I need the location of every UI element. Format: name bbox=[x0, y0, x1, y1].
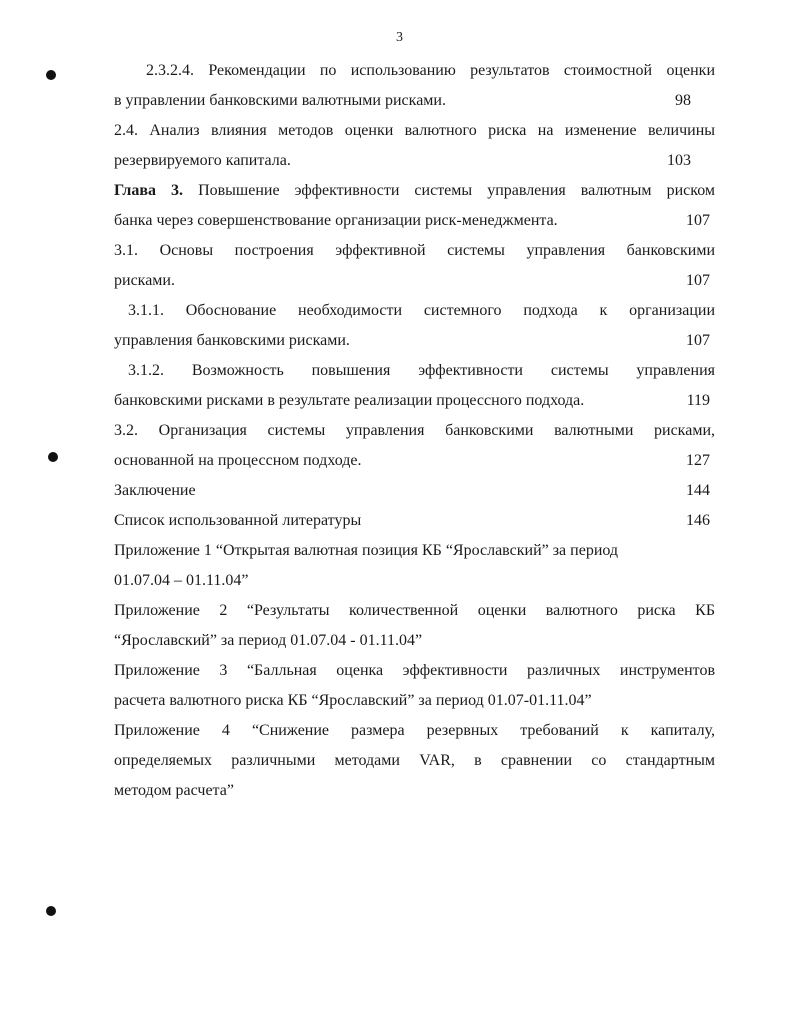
toc-entry-title: 3.1.1. Обоснование необходимости системного подхода к организации bbox=[128, 302, 715, 319]
toc-page-ref: 127 bbox=[686, 452, 710, 469]
toc-entry-title-cont bbox=[114, 266, 715, 296]
toc-appendix-title-cont: “Ярославский” за период 01.07.04 - 01.11.04” bbox=[114, 632, 423, 649]
toc-appendix-2 bbox=[114, 596, 715, 656]
toc-entry-title-cont-text: резервируемого капитала. bbox=[114, 152, 291, 169]
toc-entry-title-text: Список использованной литературы bbox=[114, 512, 362, 529]
toc-appendix-title: Приложение 1 “Открытая валютная позиция КБ “Ярославский” за период bbox=[114, 542, 619, 559]
page-number: 3 bbox=[396, 30, 403, 45]
toc-entry-2-4 bbox=[114, 116, 715, 176]
toc-entry-3-1-1 bbox=[114, 296, 715, 356]
toc-entry-title bbox=[114, 176, 715, 206]
toc-appendix-3 bbox=[114, 656, 715, 716]
toc-entry-title-cont-text: банка через совершенствование организации риск-менеджмента. bbox=[114, 212, 558, 229]
toc-entry-title: 3.2. Организация системы управления банковскими валютными рисками, bbox=[114, 422, 715, 439]
toc-appendix-title: Приложение 4 “Снижение размера резервных требований к капиталу, bbox=[114, 722, 715, 739]
toc-entry-title bbox=[114, 506, 715, 536]
toc-entry-chapter-3 bbox=[114, 176, 715, 236]
toc-appendix-title-cont: определяемых различными методами VAR, в сравнении со стандартным bbox=[114, 752, 715, 769]
toc-entry-title: 3.1. Основы построения эффективной системы управления банковскими bbox=[114, 242, 715, 259]
toc-entry-3-1-2 bbox=[114, 356, 715, 416]
toc-entry-title-cont-text: управления банковскими рисками. bbox=[114, 332, 350, 349]
binder-hole-top bbox=[46, 70, 56, 80]
toc-appendix-1 bbox=[114, 536, 715, 596]
toc-appendix-title: Приложение 2 “Результаты количественной оценки валютного риска КБ bbox=[114, 602, 715, 619]
toc-entry-title bbox=[114, 476, 715, 506]
toc-page-ref: 144 bbox=[686, 482, 710, 499]
toc-page-ref: 107 bbox=[686, 212, 710, 229]
toc-entry-title-cont bbox=[114, 326, 715, 356]
toc-entry-title-cont bbox=[114, 206, 715, 236]
toc-entry-title-cont-text: в управлении банковскими валютными рисками. bbox=[114, 92, 446, 109]
toc-appendix-title-end: методом расчета” bbox=[114, 782, 234, 799]
toc-entry-bibliography bbox=[114, 506, 715, 536]
toc-entry-3-2 bbox=[114, 416, 715, 476]
binder-hole-bottom bbox=[46, 906, 56, 916]
toc-entry-title: 2.3.2.4. Рекомендации по использованию результатов стоимостной оценки bbox=[146, 62, 715, 79]
toc-page-ref: 98 bbox=[675, 92, 691, 109]
toc-page-ref: 107 bbox=[686, 332, 710, 349]
chapter-title: Повышение эффективности системы управления валютным риском bbox=[198, 182, 715, 199]
toc-entry-title-cont bbox=[114, 386, 715, 416]
toc-page-ref: 107 bbox=[686, 272, 710, 289]
toc-appendix-title-cont: расчета валютного риска КБ “Ярославский” за период 01.07-01.11.04” bbox=[114, 692, 592, 709]
toc-page-ref: 119 bbox=[686, 392, 710, 409]
toc-entry-title-text: Заключение bbox=[114, 482, 196, 499]
toc-page-ref: 146 bbox=[686, 512, 710, 529]
toc-entry-title-cont-text: рисками. bbox=[114, 272, 175, 289]
chapter-label: Глава 3. bbox=[114, 182, 184, 199]
toc-entry-title-cont bbox=[114, 86, 715, 116]
toc-entry-3-1 bbox=[114, 236, 715, 296]
toc-appendix-4 bbox=[114, 716, 715, 806]
toc-appendix-title-cont: 01.07.04 – 01.11.04” bbox=[114, 572, 249, 589]
toc-page-ref: 103 bbox=[667, 152, 691, 169]
toc-appendix-title: Приложение 3 “Балльная оценка эффективности различных инструментов bbox=[114, 662, 715, 679]
toc-entry-title-cont bbox=[114, 446, 715, 476]
toc-entry-title-cont-text: основанной на процессном подходе. bbox=[114, 452, 362, 469]
toc-entry-conclusion bbox=[114, 476, 715, 506]
toc-entry-title-cont-text: банковскими рисками в результате реализации процессного подхода. bbox=[114, 392, 585, 409]
toc-entry-2-3-2-4 bbox=[114, 56, 715, 116]
toc-entry-title: 2.4. Анализ влияния методов оценки валютного риска на изменение величины bbox=[114, 122, 715, 139]
table-of-contents bbox=[114, 56, 715, 806]
toc-entry-title: 3.1.2. Возможность повышения эффективности системы управления bbox=[128, 362, 715, 379]
toc-entry-title-cont bbox=[114, 146, 715, 176]
binder-hole-middle bbox=[48, 452, 58, 462]
